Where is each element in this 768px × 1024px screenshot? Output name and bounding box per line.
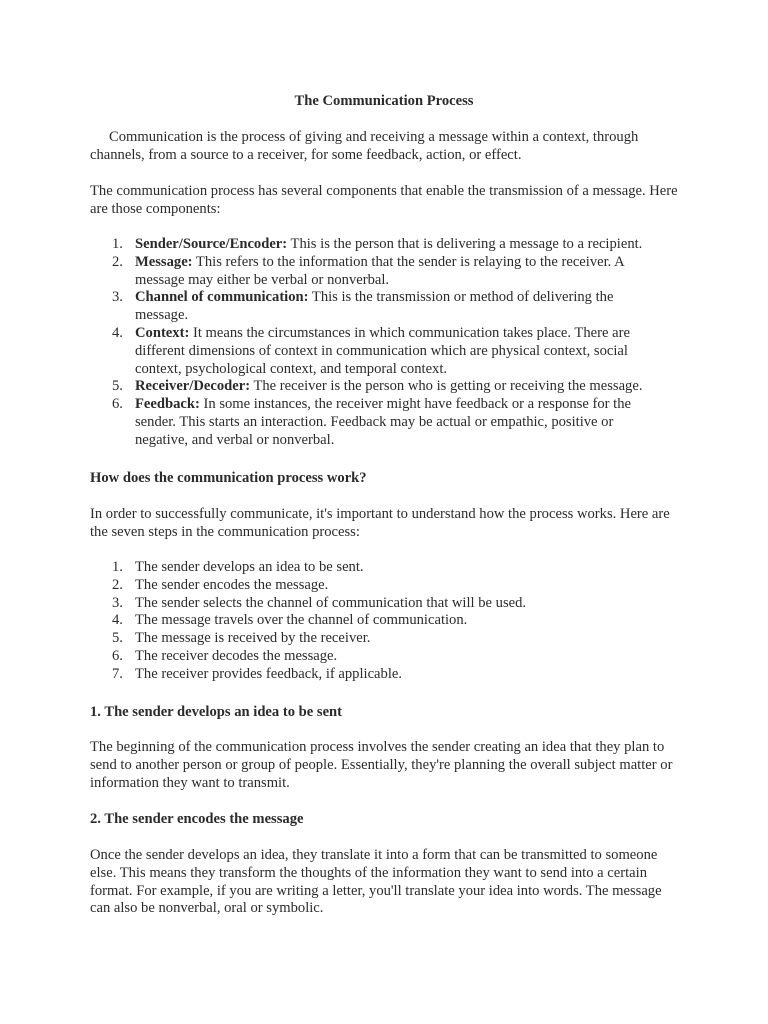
step-text: The sender develops an idea to be sent. — [135, 559, 364, 575]
list-number: 2. — [112, 576, 123, 593]
list-item — [90, 236, 650, 254]
page-title: The Communication Process — [294, 93, 474, 109]
list-item — [90, 254, 650, 290]
section2-heading: 2. The sender encodes the message — [90, 811, 304, 827]
component-text: It means the circumstances in which communication takes place. There are different dimensions of context in communication which are physical context, social context, psychological context, and temporal context. — [135, 324, 630, 377]
list-item — [90, 559, 650, 577]
components-intro-paragraph: The communication process has several components that enable the transmission of a message. Here are those components: — [90, 183, 678, 217]
component-term: Channel of communication: — [135, 289, 309, 306]
section2-body: Once the sender develops an idea, they translate it into a form that can be transmitted to someone else. This means they transform the thoughts of the information they want to send into a certain format. For example, if you are writing a letter, you'll translate your idea into words. The message can also be nonverbal, oral or symbolic. — [90, 847, 662, 917]
list-number: 5. — [112, 378, 123, 395]
list-item — [90, 289, 650, 325]
list-number: 3. — [112, 594, 123, 611]
list-number: 1. — [112, 236, 123, 252]
list-number: 2. — [112, 253, 123, 270]
step-text: The sender encodes the message. — [135, 576, 329, 593]
list-number: 5. — [112, 630, 123, 647]
list-number: 4. — [112, 612, 123, 629]
list-number: 7. — [112, 665, 123, 682]
list-item — [90, 666, 650, 684]
list-item — [90, 648, 650, 666]
list-item — [90, 612, 650, 630]
steps-list — [90, 559, 650, 684]
steps-intro-paragraph: In order to successfully communicate, it's important to understand how the process works. Here are the seven steps in the communication process: — [90, 506, 670, 540]
step-text: The receiver provides feedback, if applicable. — [135, 665, 403, 682]
component-text: This is the person that is delivering a message to a recipient. — [287, 236, 643, 252]
list-item — [90, 378, 650, 396]
list-number: 3. — [112, 289, 123, 306]
list-number: 4. — [112, 324, 123, 341]
list-item — [90, 325, 650, 378]
section1-body: The beginning of the communication process involves the sender creating an idea that they plan to send to another person or group of people. Essentially, they're planning the overall subject matter or information they want to transmit. — [90, 739, 673, 791]
component-text: This is the transmission or method of delivering the message. — [135, 289, 614, 324]
component-term: Sender/Source/Encoder: — [135, 236, 288, 252]
step-text: The sender selects the channel of communication that will be used. — [135, 594, 527, 611]
component-term: Receiver/Decoder: — [135, 378, 251, 395]
section1-heading: 1. The sender develops an idea to be sent — [90, 704, 343, 720]
components-list — [90, 236, 650, 450]
step-text: The message is received by the receiver. — [135, 630, 371, 647]
component-text: The receiver is the person who is getting or receiving the message. — [250, 378, 643, 395]
component-term: Message: — [135, 253, 193, 270]
component-term: Feedback: — [135, 396, 200, 413]
how-heading: How does the communication process work? — [90, 470, 367, 486]
list-number: 6. — [112, 647, 123, 664]
intro-paragraph: Communication is the process of giving and receiving a message within a context, through channels, from a source to a receiver, for some feedback, action, or effect. — [90, 129, 639, 163]
list-item — [90, 577, 650, 595]
list-number: 6. — [112, 396, 123, 413]
component-term: Context: — [135, 324, 190, 341]
component-text: In some instances, the receiver might have feedback or a response for the sender. This starts an interaction. Feedback may be actual or empathic, positive or negative, and verbal or nonverbal. — [135, 396, 632, 448]
step-text: The message travels over the channel of communication. — [135, 612, 468, 629]
list-item — [90, 630, 650, 648]
step-text: The receiver decodes the message. — [135, 647, 338, 664]
component-text: This refers to the information that the sender is relaying to the receiver. A message may either be verbal or nonverbal. — [135, 253, 624, 288]
list-number: 1. — [112, 559, 123, 575]
list-item — [90, 595, 650, 613]
list-item — [90, 396, 650, 449]
